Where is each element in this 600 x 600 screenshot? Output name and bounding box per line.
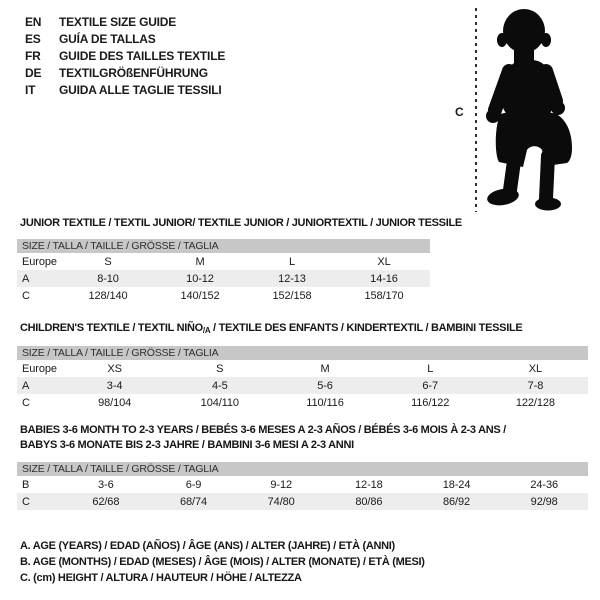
age-cell: 10-12: [186, 272, 214, 285]
legend-line-c: C. (cm) HEIGHT / ALTURA / HAUTEUR / HÖHE / ALTEZZA: [20, 572, 302, 584]
lang-code: ES: [25, 31, 41, 46]
height-cell: 158/170: [364, 289, 404, 302]
row-label: C: [22, 289, 30, 302]
size-cell: XL: [528, 362, 543, 375]
section-title-line2: BABYS 3-6 MONATE BIS 2-3 JAHRE / BAMBINI 3-6 MESI A 2-3 ANNI: [20, 439, 354, 451]
lang-title: GUÍA DE TALLAS: [59, 31, 156, 46]
language-title-block: [25, 13, 225, 98]
baby-silhouette-icon: [482, 6, 582, 211]
section-title-children: [20, 322, 522, 335]
size-cell: L: [288, 255, 296, 268]
height-cell: 74/80: [267, 495, 295, 508]
lang-code: IT: [25, 82, 36, 97]
section-title-text: JUNIOR TEXTILE / TEXTIL JUNIOR/ TEXTILE JUNIOR / JUNIORTEXTIL / JUNIOR TESSILE: [20, 217, 462, 229]
size-table-header: SIZE / TALLA / TAILLE / GRÖSSE / TAGLIA: [17, 346, 588, 360]
section-title-text: CHILDREN'S TEXTILE / TEXTIL NIÑO: [20, 322, 203, 334]
section-title-babies: [20, 423, 506, 453]
age-cell: 9-12: [270, 478, 292, 491]
age-cell: 24-36: [530, 478, 559, 491]
section-title-text: / TEXTILE DES ENFANTS / KINDERTEXTIL / BAMBINI TESSILE: [210, 322, 523, 334]
lang-row-de: [25, 64, 225, 81]
table-row-height: [17, 493, 588, 510]
lang-row-en: [25, 13, 225, 30]
height-cell: 140/152: [180, 289, 220, 302]
row-label: Europe: [22, 362, 57, 375]
height-cell: 110/116: [306, 396, 344, 409]
lang-title: GUIDE DES TAILLES TEXTILE: [59, 48, 226, 63]
age-cell: 18-24: [442, 478, 471, 491]
table-row-age: [17, 270, 430, 287]
height-cell: 92/98: [530, 495, 558, 508]
height-cell: 116/122: [411, 396, 450, 409]
row-label: A: [22, 272, 30, 285]
lang-title: TEXTILE SIZE GUIDE: [59, 14, 177, 29]
table-row-age-months: [17, 476, 588, 493]
lang-code: FR: [25, 48, 41, 63]
section-title-junior: [20, 216, 462, 231]
row-label: C: [22, 396, 30, 409]
age-cell: 8-10: [97, 272, 119, 285]
age-cell: 12-13: [278, 272, 306, 285]
lang-code: EN: [25, 14, 42, 29]
height-cell: 152/158: [272, 289, 312, 302]
lang-code: DE: [25, 65, 42, 80]
age-cell: 6-9: [185, 478, 202, 491]
height-cell: 122/128: [515, 396, 555, 409]
height-cell: 62/68: [92, 495, 120, 508]
lang-title: GUIDA ALLE TAGLIE TESSILI: [59, 82, 222, 97]
table-row-height: [17, 287, 430, 304]
age-cell: 12-18: [355, 478, 383, 491]
age-cell: 4-5: [212, 379, 228, 392]
size-table-header: SIZE / TALLA / TAILLE / GRÖSSE / TAGLIA: [17, 239, 430, 253]
section-title-subscript: /A: [202, 326, 211, 335]
height-cell: 98/104: [98, 396, 132, 409]
size-cell: S: [104, 255, 112, 268]
height-measure-line: [475, 8, 477, 212]
height-cell: 128/140: [88, 289, 128, 302]
row-label: B: [22, 478, 30, 491]
legend-block: [20, 538, 425, 586]
table-row-europe: [17, 360, 588, 377]
size-cell: XL: [377, 255, 391, 268]
height-label-c: C: [455, 105, 464, 119]
age-cell: 5-6: [317, 379, 333, 392]
height-cell: 68/74: [179, 495, 208, 508]
age-cell: 3-6: [98, 478, 114, 491]
legend-line-b: B. AGE (MONTHS) / EDAD (MESES) / ÂGE (MOIS) / ALTER (MONATE) / ETÀ (MESI): [20, 556, 425, 568]
age-cell: 7-8: [527, 379, 544, 392]
size-cell: S: [216, 362, 224, 375]
legend-line-a: A. AGE (YEARS) / EDAD (AÑOS) / ÂGE (ANS) / ALTER (JAHRE) / ETÀ (ANNI): [20, 540, 395, 552]
table-row-height: [17, 394, 588, 411]
height-cell: 80/86: [355, 495, 383, 508]
size-cell: XS: [107, 362, 122, 375]
height-cell: 104/110: [200, 396, 239, 409]
size-cell: M: [195, 255, 205, 268]
size-cell: L: [427, 362, 434, 375]
lang-row-it: [25, 81, 225, 98]
size-table-junior: [17, 239, 430, 304]
row-label: C: [22, 495, 30, 508]
size-table-children: [17, 346, 588, 411]
size-table-header: SIZE / TALLA / TAILLE / GRÖSSE / TAGLIA: [17, 462, 588, 476]
row-label: A: [22, 379, 30, 392]
table-row-age: [17, 377, 588, 394]
section-title-line1: BABIES 3-6 MONTH TO 2-3 YEARS / BEBÉS 3-6 MESES A 2-3 AÑOS / BÉBÉS 3-6 MOIS À 2-3 ANS /: [20, 424, 506, 436]
table-row-europe: [17, 253, 430, 270]
size-table-babies: [17, 462, 588, 510]
row-label: Europe: [22, 255, 57, 268]
age-cell: 6-7: [422, 379, 439, 392]
height-cell: 86/92: [443, 495, 471, 508]
age-cell: 3-4: [106, 379, 123, 392]
lang-title: TEXTILGRÖßENFÜHRUNG: [59, 65, 208, 80]
lang-row-es: [25, 30, 225, 47]
age-cell: 14-16: [370, 272, 398, 285]
size-cell: M: [320, 362, 330, 375]
lang-row-fr: [25, 47, 225, 64]
